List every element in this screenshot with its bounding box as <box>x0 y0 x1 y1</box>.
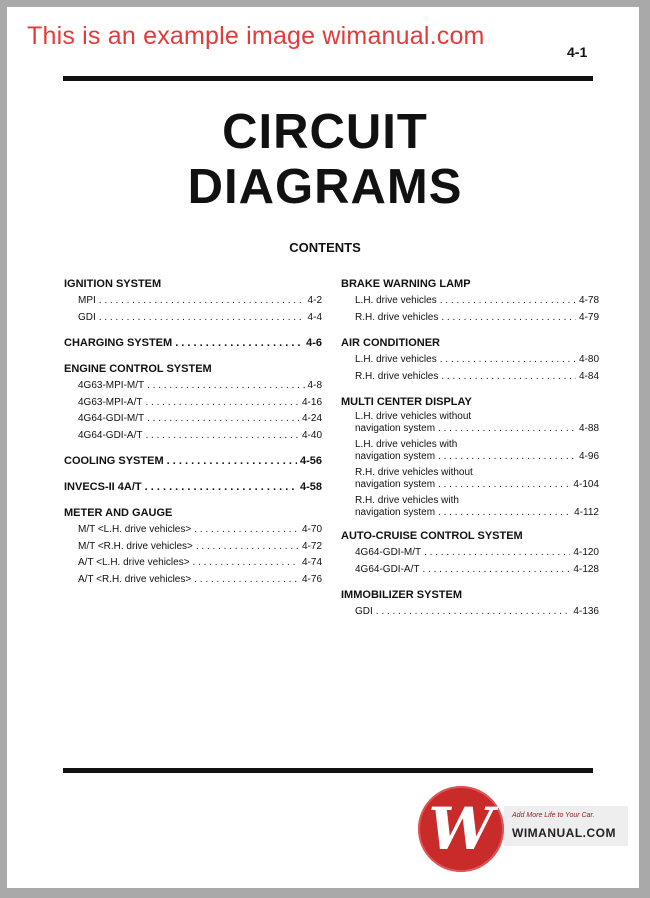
toc-section-brake <box>341 276 599 326</box>
toc-section-meter <box>64 505 322 588</box>
toc-section-aircon <box>341 335 599 385</box>
page-title-line2: DIAGRAMS <box>187 160 463 214</box>
toc-section-mcd <box>341 394 599 519</box>
w-logo-icon <box>418 786 504 872</box>
contents-left-column <box>64 276 322 597</box>
toc-heading[interactable]: MULTI CENTER DISPLAY <box>341 396 472 408</box>
toc-entry[interactable]: R.H. drive vehicles without navigation system . . . 4-104 <box>341 467 599 491</box>
top-rule <box>63 76 593 81</box>
toc-entry-line1: L.H. drive vehicles without <box>355 411 472 422</box>
toc-entry[interactable]: L.H. drive vehicles . . . 4-80 <box>341 352 599 369</box>
toc-heading[interactable]: METER AND GAUGE <box>64 507 173 519</box>
bottom-rule <box>63 768 593 773</box>
toc-heading[interactable]: IGNITION SYSTEM <box>64 278 162 290</box>
contents-heading: CONTENTS <box>289 240 361 255</box>
toc-entry[interactable]: 4G64-GDI-M/T . . . 4-120 <box>341 545 599 562</box>
toc-section-cruise <box>341 528 599 578</box>
watermark-text: This is an example image wimanual.com <box>27 22 485 50</box>
toc-entry-line1: R.H. drive vehicles with <box>355 495 459 506</box>
toc-heading[interactable]: BRAKE WARNING LAMP <box>341 278 471 290</box>
toc-section-cooling <box>64 453 322 470</box>
toc-section-immobilizer <box>341 587 599 621</box>
toc-entry-line1: R.H. drive vehicles without <box>355 467 473 478</box>
toc-entry[interactable]: GDI . . . 4-136 <box>341 604 599 621</box>
toc-section-invecs <box>64 479 322 496</box>
toc-entry[interactable]: 4G64-GDI-A/T . . . 4-128 <box>341 562 599 579</box>
page-title-line1: CIRCUIT <box>222 105 428 159</box>
toc-section-ignition <box>64 276 322 326</box>
toc-entry[interactable]: R.H. drive vehicles . . . 4-79 <box>341 310 599 327</box>
toc-heading[interactable]: AUTO-CRUISE CONTROL SYSTEM <box>341 530 523 542</box>
toc-entry[interactable]: R.H. drive vehicles with navigation system . . . 4-112 <box>341 495 599 519</box>
toc-heading[interactable]: IMMOBILIZER SYSTEM <box>341 589 462 601</box>
toc-entry[interactable]: 4G63-MPI-A/T . . . 4-16 <box>64 395 322 412</box>
toc-entry[interactable]: MPI . . . 4-2 <box>64 293 322 310</box>
logo-name: WIMANUAL.COM <box>512 826 616 840</box>
toc-entry[interactable]: A/T <R.H. drive vehicles> . . . 4-76 <box>64 572 322 589</box>
toc-entry[interactable]: A/T <L.H. drive vehicles> . . . 4-74 <box>64 555 322 572</box>
toc-entry[interactable]: L.H. drive vehicles . . . 4-78 <box>341 293 599 310</box>
toc-section-engine <box>64 361 322 444</box>
toc-entry[interactable]: L.H. drive vehicles without navigation system . . . 4-88 <box>341 411 599 435</box>
toc-entry[interactable]: M/T <L.H. drive vehicles> . . . 4-70 <box>64 522 322 539</box>
page-number: 4-1 <box>567 44 588 60</box>
toc-entry[interactable]: CHARGING SYSTEM . . . 4-6 <box>64 335 322 352</box>
toc-entry[interactable]: COOLING SYSTEM . . . 4-56 <box>64 453 322 470</box>
logo-letter: W <box>428 795 494 863</box>
toc-entry[interactable]: M/T <R.H. drive vehicles> . . . 4-72 <box>64 539 322 556</box>
toc-heading[interactable]: AIR CONDITIONER <box>341 337 440 349</box>
toc-entry-line1: L.H. drive vehicles with <box>355 439 458 450</box>
contents-right-column <box>341 276 599 630</box>
toc-entry[interactable]: 4G63-MPI-M/T . . . 4-8 <box>64 378 322 395</box>
toc-entry[interactable]: 4G64-GDI-M/T . . . 4-24 <box>64 411 322 428</box>
toc-entry[interactable]: INVECS-II 4A/T . . . 4-58 <box>64 479 322 496</box>
toc-heading[interactable]: ENGINE CONTROL SYSTEM <box>64 363 212 375</box>
toc-entry[interactable]: GDI . . . 4-4 <box>64 310 322 327</box>
toc-entry[interactable]: 4G64-GDI-A/T . . . 4-40 <box>64 428 322 445</box>
wimanual-logo[interactable] <box>416 784 628 874</box>
toc-entry[interactable]: L.H. drive vehicles with navigation system . . . 4-96 <box>341 439 599 463</box>
toc-entry[interactable]: R.H. drive vehicles . . . 4-84 <box>341 369 599 386</box>
logo-tagline: Add More Life to Your Car. <box>512 812 595 819</box>
toc-section-charging <box>64 335 322 352</box>
